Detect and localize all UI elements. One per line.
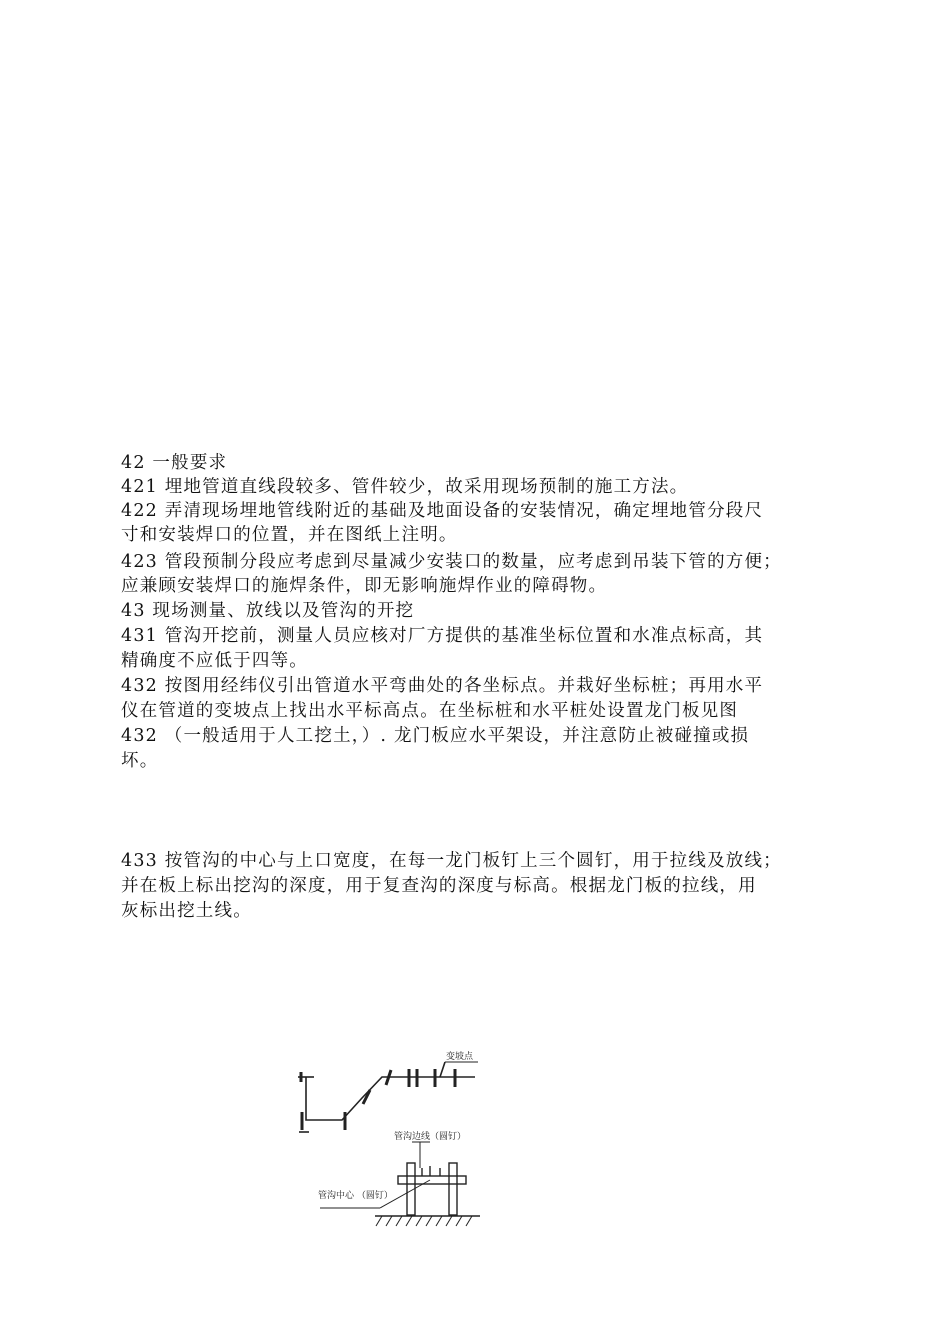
longmen-board-section <box>320 1142 480 1216</box>
paragraph-4-2-1: 421 埋地管道直线段较多、管件较少，故采用现场预制的施工方法。 <box>121 477 689 497</box>
label-center: 管沟中心 （圆钉） <box>318 1191 393 1201</box>
paragraph-4-3-3-line1: 433 按管沟的中心与上口宽度，在每一龙门板钉上三个圆钉，用于拉线及放线； <box>121 851 782 871</box>
label-edge-line: 管沟边线（圆钉） <box>394 1132 467 1142</box>
paragraph-4-2-2-line2: 寸和安装焊口的位置，并在图纸上注明。 <box>121 525 458 545</box>
paragraph-4-3-3-line3: 灰标出挖土线。 <box>121 901 252 921</box>
paragraph-4-3-3-line2: 并在板上标出挖沟的深度，用于复查沟的深度与标高。根据龙门板的拉线，用 <box>121 876 757 896</box>
section-heading-4-3: 43 现场测量、放线以及管沟的开挖 <box>121 601 415 621</box>
longmen-board-diagram <box>290 1040 500 1240</box>
paragraph-4-3-2-line3: 432 （一般适用于人工挖土，）. 龙门板应水平架设，并注意防止被碰撞或损 <box>121 726 750 746</box>
label-slope-point: 变坡点 <box>446 1052 474 1062</box>
paragraph-4-3-1-line1: 431 管沟开挖前，测量人员应核对厂方提供的基准坐标位置和水准点标高，其 <box>121 626 764 646</box>
paragraph-4-2-3-line2: 应兼顾安装焊口的施焊条件，即无影响施焊作业的障碍物。 <box>121 576 608 596</box>
section-heading-4-2: 42 一般要求 <box>121 453 228 473</box>
paragraph-4-3-2-line4: 坏。 <box>121 751 159 771</box>
pipe-plan-view <box>298 1062 478 1132</box>
paragraph-4-2-2-line1: 422 弄清现场埋地管线附近的基础及地面设备的安装情况，确定埋地管分段尺 <box>121 501 764 521</box>
paragraph-4-3-2-line2: 仪在管道的变坡点上找出水平标高点。在坐标桩和水平桩处设置龙门板见图 <box>121 701 739 721</box>
ground-hatching <box>376 1216 472 1226</box>
paragraph-4-3-2-line1: 432 按图用经纬仪引出管道水平弯曲处的各坐标点。并栽好坐标桩；再用水平 <box>121 676 764 696</box>
paragraph-4-3-1-line2: 精确度不应低于四等。 <box>121 651 308 671</box>
paragraph-4-2-3-line1: 423 管段预制分段应考虑到尽量减少安装口的数量，应考虑到吊装下管的方便； <box>121 552 782 572</box>
